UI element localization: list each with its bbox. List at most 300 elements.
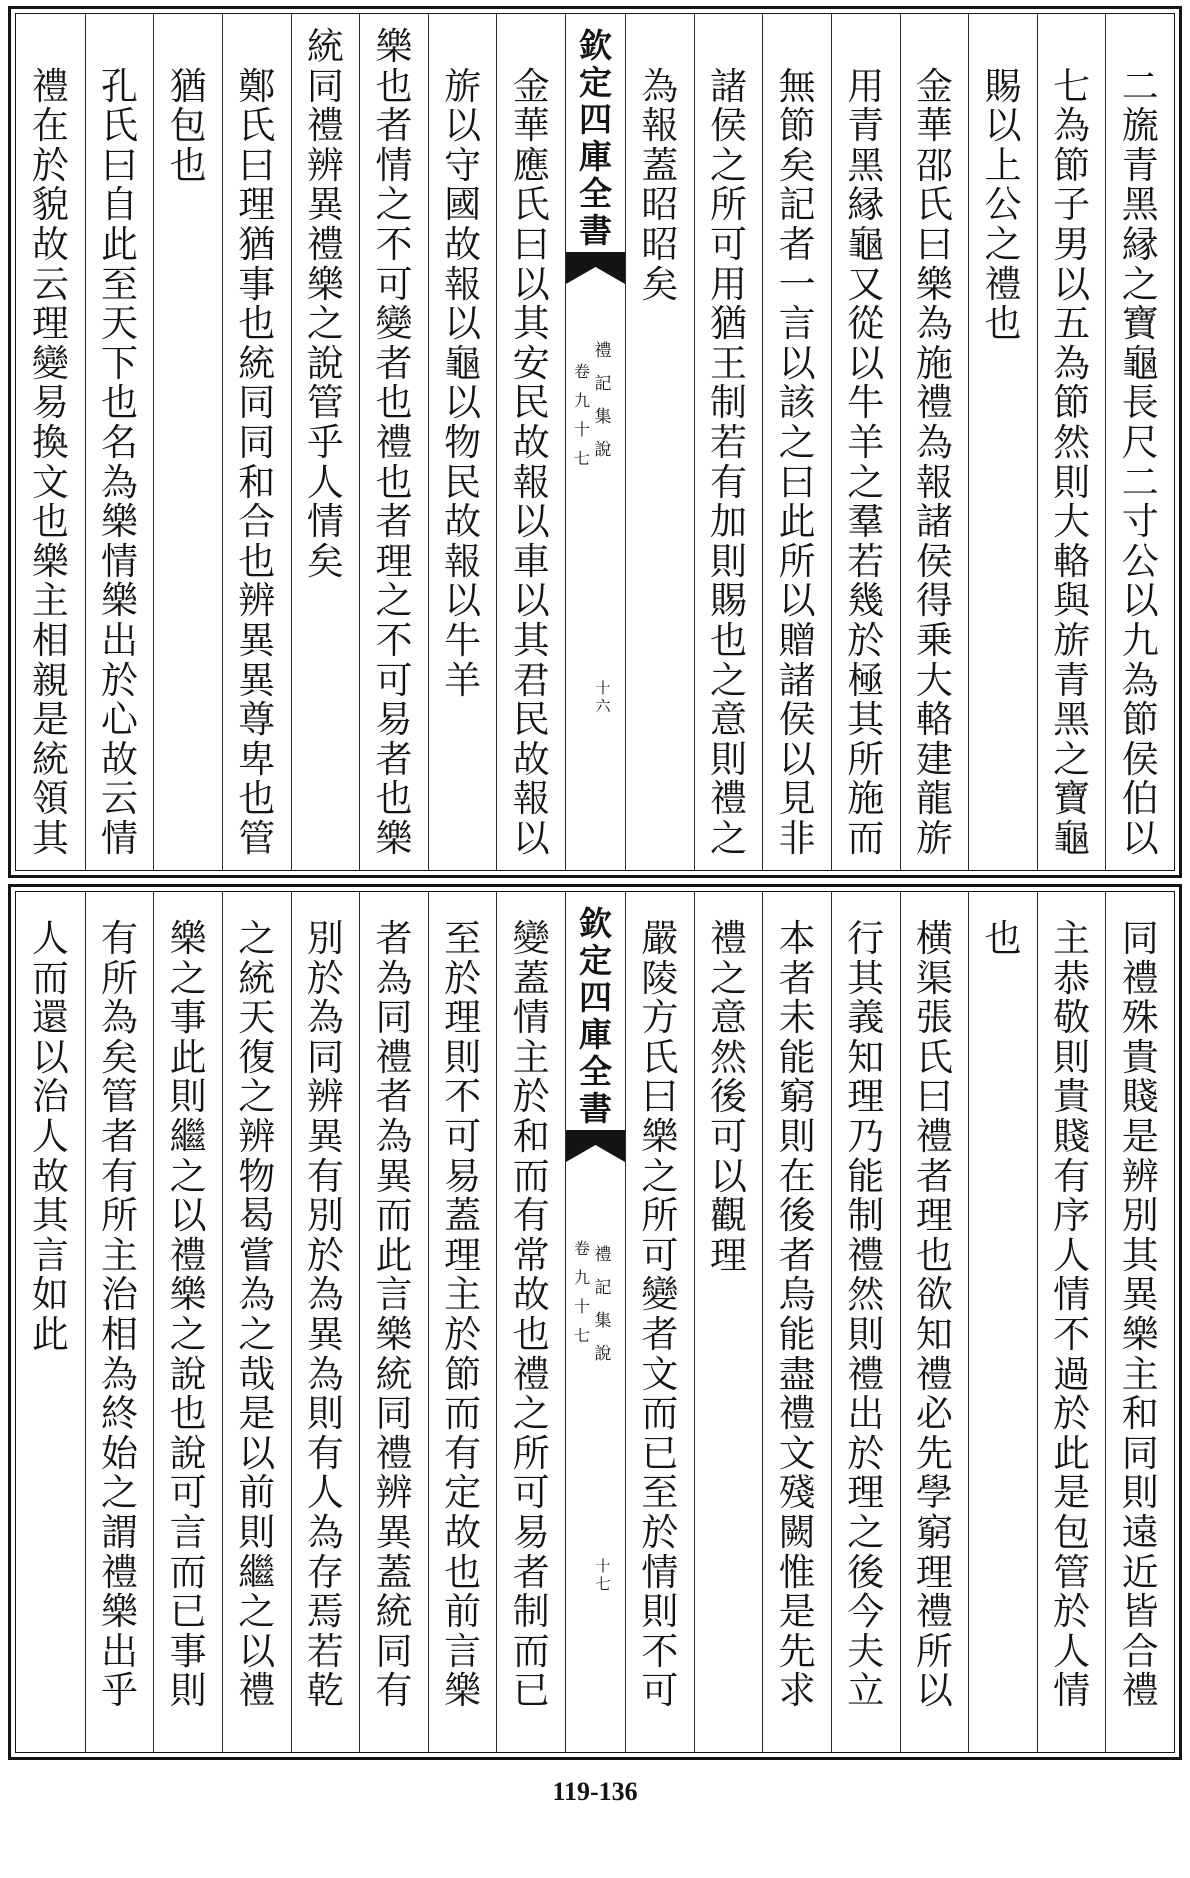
center-column: [565, 14, 625, 870]
character: 九: [573, 393, 590, 410]
character: 金: [915, 66, 953, 108]
character: 窮: [778, 1077, 816, 1119]
column-text: [763, 920, 831, 1712]
center-column: [565, 892, 625, 1752]
character: 禮: [847, 1235, 885, 1277]
character: 出: [100, 620, 138, 662]
character: 同: [306, 66, 344, 108]
character: 意: [709, 998, 747, 1040]
character: 主: [31, 581, 69, 623]
character: 侯: [778, 700, 816, 742]
book-title: [593, 1238, 613, 1370]
character: 情: [1053, 1671, 1091, 1713]
character: 四: [579, 103, 612, 139]
character: 禮: [778, 1394, 816, 1436]
character: 所: [641, 1196, 679, 1238]
character: 如: [31, 1275, 69, 1317]
character: 制: [512, 1592, 550, 1634]
character: 氏: [238, 106, 276, 148]
character: 九: [573, 1270, 590, 1287]
character: 者: [100, 1116, 138, 1158]
character: 辨: [1121, 1156, 1159, 1198]
character: 曰: [641, 1077, 679, 1119]
character: 之: [984, 224, 1022, 266]
character: 矣: [100, 1037, 138, 1079]
text-column: [1105, 892, 1174, 1752]
character: 禮: [375, 1037, 413, 1079]
character: 該: [778, 383, 816, 425]
character: 為: [1121, 660, 1159, 702]
character: 情: [375, 145, 413, 187]
character: 子: [1053, 185, 1091, 227]
character: 本: [778, 919, 816, 960]
character: 統: [238, 343, 276, 385]
character: 同: [306, 1037, 344, 1079]
character: 乾: [306, 1671, 344, 1713]
character: 別: [1121, 1196, 1159, 1238]
character: 其: [512, 620, 550, 662]
character: 氏: [100, 106, 138, 148]
character: 立: [847, 1671, 885, 1713]
character: 七: [573, 451, 590, 468]
character: 以: [915, 1671, 953, 1713]
character: 輅: [1053, 541, 1091, 583]
character: 事: [169, 1631, 207, 1673]
character: 欽: [579, 29, 612, 65]
character: 幾: [847, 581, 885, 623]
character: 有: [100, 1156, 138, 1198]
column-text: [360, 920, 428, 1712]
character: 言: [31, 1235, 69, 1277]
character: 遠: [1121, 1512, 1159, 1554]
character: 君: [512, 660, 550, 702]
character: 然: [1053, 422, 1091, 464]
character: 今: [847, 1592, 885, 1634]
character: 之: [169, 1156, 207, 1198]
character: 理: [915, 1552, 953, 1594]
character: 樂: [100, 502, 138, 544]
character: 物: [238, 1156, 276, 1198]
character: 以: [1121, 818, 1159, 860]
character: 報: [444, 541, 482, 583]
character: 也: [375, 66, 413, 108]
character: 為: [306, 1354, 344, 1396]
character: 主: [1053, 919, 1091, 960]
character: 以: [1053, 264, 1091, 306]
character: 四: [579, 981, 612, 1017]
text-column: [359, 892, 428, 1752]
character: 樂: [1121, 1314, 1159, 1356]
character: 寶: [1121, 304, 1159, 346]
character: 於: [444, 958, 482, 1000]
column-text: [16, 920, 85, 1356]
character: 云: [100, 779, 138, 821]
character: 所: [512, 1433, 550, 1475]
character: 禮: [375, 422, 413, 464]
character: 云: [31, 264, 69, 306]
character: 男: [1053, 224, 1091, 266]
character: 氏: [915, 1037, 953, 1079]
character: 之: [709, 818, 747, 860]
character: 守: [444, 145, 482, 187]
character: 情: [512, 998, 550, 1040]
character: 異: [238, 620, 276, 662]
character: 龜: [444, 343, 482, 385]
character: 可: [375, 660, 413, 702]
column-text: [969, 68, 1037, 345]
character: 同: [375, 998, 413, 1040]
character: 為: [100, 462, 138, 504]
character: 於: [1053, 1592, 1091, 1634]
character: 則: [169, 1077, 207, 1119]
character: 說: [169, 1354, 207, 1396]
character: 統: [375, 1354, 413, 1396]
character: 為: [641, 66, 679, 108]
character: 之: [778, 422, 816, 464]
character: 龜: [847, 224, 885, 266]
text-column: [222, 892, 291, 1752]
character: 和: [238, 462, 276, 504]
character: 言: [778, 304, 816, 346]
character: 矣: [641, 264, 679, 306]
character: 能: [778, 1314, 816, 1356]
character: 文: [31, 462, 69, 504]
character: 集: [594, 1311, 612, 1330]
character: 以: [444, 383, 482, 425]
character: 事: [238, 264, 276, 306]
character: 之: [1121, 264, 1159, 306]
character: 能: [778, 1037, 816, 1079]
character: 情: [641, 1552, 679, 1594]
character: 以: [238, 1631, 276, 1673]
character: 加: [709, 502, 747, 544]
character: 乎: [100, 1671, 138, 1713]
character: 禮: [306, 224, 344, 266]
collection-title: [566, 907, 625, 1129]
character: 天: [100, 304, 138, 346]
text-column: [291, 892, 360, 1752]
character: 變: [512, 919, 550, 960]
character: 制: [709, 383, 747, 425]
character: 窮: [915, 1512, 953, 1554]
character: 近: [1121, 1552, 1159, 1594]
character: 施: [847, 779, 885, 821]
character: 樂: [915, 264, 953, 306]
character: 此: [100, 224, 138, 266]
character: 禮: [100, 1552, 138, 1594]
character: 異: [238, 660, 276, 702]
character: 者: [641, 1314, 679, 1356]
character: 統: [238, 958, 276, 1000]
character: 得: [915, 581, 953, 623]
character: 為: [915, 422, 953, 464]
character: 者: [375, 919, 413, 960]
character: 以: [847, 343, 885, 385]
character: 之: [375, 581, 413, 623]
character: 不: [444, 1077, 482, 1119]
character: 禮: [31, 66, 69, 108]
character: 盡: [778, 1354, 816, 1396]
character: 報: [444, 264, 482, 306]
character: 下: [100, 343, 138, 385]
text-column: [428, 14, 497, 870]
character: 昭: [641, 185, 679, 227]
character: 則: [238, 1512, 276, 1554]
character: 以: [709, 1156, 747, 1198]
character: 不: [641, 1631, 679, 1673]
character: 也: [984, 919, 1022, 960]
character: 旒: [1121, 106, 1159, 148]
character: 其: [31, 818, 69, 860]
character: 人: [1053, 1235, 1091, 1277]
character: 乗: [915, 620, 953, 662]
character: 而: [375, 1196, 413, 1238]
character: 之: [1053, 739, 1091, 781]
character: 禮: [915, 1354, 953, 1396]
character: 同: [238, 422, 276, 464]
character: 說: [594, 440, 612, 459]
character: 七: [573, 1328, 590, 1345]
character: 序: [1053, 1196, 1091, 1238]
character: 也: [375, 462, 413, 504]
character: 行: [847, 919, 885, 960]
character: 禮: [375, 1433, 413, 1475]
text-column: [1037, 14, 1106, 870]
character: 之: [100, 1473, 138, 1515]
character: 曷: [238, 1196, 276, 1238]
character: 青: [847, 106, 885, 148]
column-text: [497, 920, 565, 1712]
character: 異: [375, 1156, 413, 1198]
character: 人: [31, 919, 69, 960]
character: 之: [306, 304, 344, 346]
character: 為: [306, 998, 344, 1040]
character: 乃: [847, 1116, 885, 1158]
character: 辨: [375, 1473, 413, 1515]
character: 書: [579, 214, 612, 250]
character: 者: [778, 224, 816, 266]
character: 說: [306, 343, 344, 385]
character: 還: [31, 998, 69, 1040]
character: 有: [100, 919, 138, 960]
character: 管: [1053, 1552, 1091, 1594]
character: 其: [847, 958, 885, 1000]
character: 復: [238, 1037, 276, 1079]
text-column: [625, 14, 694, 870]
character: 理: [444, 1235, 482, 1277]
column-text: [223, 68, 291, 860]
text-column: [16, 892, 85, 1752]
character: 為: [1053, 106, 1091, 148]
character: 名: [100, 422, 138, 464]
character: 又: [847, 264, 885, 306]
character: 於: [306, 1235, 344, 1277]
character: 嚴: [641, 919, 679, 960]
character: 物: [444, 422, 482, 464]
character: 者: [375, 1077, 413, 1119]
column-text: [695, 68, 763, 860]
character: 於: [1053, 1394, 1091, 1436]
character: 之: [238, 1314, 276, 1356]
character: 而: [169, 1552, 207, 1594]
character: 自: [100, 185, 138, 227]
character: 長: [1121, 383, 1159, 425]
column-text: [292, 920, 360, 1712]
character: 故: [512, 739, 550, 781]
character: 為: [100, 998, 138, 1040]
character: 至: [444, 919, 482, 960]
column-text: [429, 68, 497, 702]
character: 義: [847, 998, 885, 1040]
lower-page-frame: [8, 884, 1182, 1760]
character: 五: [1053, 304, 1091, 346]
text-column: [85, 892, 154, 1752]
column-text: [360, 28, 428, 859]
character: 王: [709, 343, 747, 385]
character: 青: [1121, 145, 1159, 187]
character: 殘: [778, 1473, 816, 1515]
character: 為: [238, 1275, 276, 1317]
character: 全: [579, 1055, 612, 1091]
character: 禮: [709, 919, 747, 960]
character: 公: [1121, 541, 1159, 583]
character: 十: [573, 1299, 590, 1316]
character: 以: [778, 343, 816, 385]
character: 也: [915, 1235, 953, 1277]
character: 諸: [709, 66, 747, 108]
character: 公: [984, 185, 1022, 227]
character: 故: [31, 224, 69, 266]
character: 易: [31, 383, 69, 425]
leaf-number: [593, 1558, 613, 1594]
character: 也: [100, 383, 138, 425]
character: 前: [444, 1592, 482, 1634]
character: 所: [778, 541, 816, 583]
character: 言: [169, 1512, 207, 1554]
character: 為: [100, 1354, 138, 1396]
character: 異: [375, 1512, 413, 1554]
character: 渠: [915, 958, 953, 1000]
character: 諸: [778, 660, 816, 702]
text-column: [222, 14, 291, 870]
character: 敬: [1053, 998, 1091, 1040]
character: 則: [709, 739, 747, 781]
character: 說: [594, 1344, 612, 1363]
character: 禮: [594, 341, 612, 360]
column-text: [223, 920, 291, 1712]
text-column: [694, 892, 763, 1752]
character: 安: [512, 343, 550, 385]
character: 至: [100, 264, 138, 306]
character: 合: [1121, 1631, 1159, 1673]
character: 則: [641, 1592, 679, 1634]
column-text: [16, 68, 85, 860]
character: 治: [100, 1275, 138, 1317]
character: 有: [306, 1433, 344, 1475]
character: 所: [847, 739, 885, 781]
character: 施: [915, 343, 953, 385]
character: 異: [306, 185, 344, 227]
character: 文: [641, 1354, 679, 1396]
character: 者: [375, 106, 413, 148]
text-column: [762, 892, 831, 1752]
character: 統: [306, 27, 344, 68]
character: 管: [100, 1077, 138, 1119]
character: 可: [512, 1473, 550, 1515]
character: 在: [778, 1156, 816, 1198]
character: 定: [444, 1473, 482, 1515]
character: 書: [579, 1092, 612, 1128]
character: 賜: [984, 66, 1022, 108]
column-grid: [15, 891, 1175, 1753]
character: 之: [375, 185, 413, 227]
character: 樂: [306, 264, 344, 306]
character: 曰: [100, 145, 138, 187]
book-title: [593, 334, 613, 466]
character: 則: [1053, 462, 1091, 504]
character: 是: [238, 1394, 276, 1436]
character: 合: [238, 502, 276, 544]
character: 節: [778, 106, 816, 148]
character: 民: [444, 462, 482, 504]
character: 方: [641, 998, 679, 1040]
column-text: [1038, 68, 1106, 860]
character: 於: [641, 1512, 679, 1554]
character: 禮: [915, 383, 953, 425]
character: 貌: [31, 185, 69, 227]
character: 變: [641, 1275, 679, 1317]
text-column: [85, 14, 154, 870]
character: 是: [1121, 1116, 1159, 1158]
character: 以: [778, 581, 816, 623]
character: 猶: [238, 224, 276, 266]
character: 嘗: [238, 1235, 276, 1277]
character: 樂: [375, 818, 413, 860]
character: 繼: [238, 1552, 276, 1594]
character: 樂: [100, 1592, 138, 1634]
character: 已: [641, 1433, 679, 1475]
character: 易: [375, 700, 413, 742]
character: 之: [238, 1592, 276, 1634]
character: 以: [984, 106, 1022, 148]
character: 蓋: [375, 1552, 413, 1594]
character: 全: [579, 177, 612, 213]
character: 見: [778, 779, 816, 821]
character: 然: [709, 1037, 747, 1079]
character: 已: [169, 1592, 207, 1634]
character: 焉: [306, 1592, 344, 1634]
character: 前: [238, 1473, 276, 1515]
character: 也: [238, 779, 276, 821]
character: 民: [512, 383, 550, 425]
character: 賤: [1121, 1077, 1159, 1119]
character: 常: [512, 1235, 550, 1277]
character: 辨: [238, 1116, 276, 1158]
character: 知: [915, 1314, 953, 1356]
character: 則: [709, 541, 747, 583]
character: 矣: [778, 145, 816, 187]
character: 後: [709, 1077, 747, 1119]
character: 易: [512, 1512, 550, 1554]
character: 也: [169, 1394, 207, 1436]
character: 則: [778, 1116, 816, 1158]
character: 集: [594, 407, 612, 426]
character: 闕: [778, 1512, 816, 1554]
character: 可: [641, 1235, 679, 1277]
character: 此: [169, 1037, 207, 1079]
character: 於: [306, 958, 344, 1000]
character: 之: [709, 145, 747, 187]
